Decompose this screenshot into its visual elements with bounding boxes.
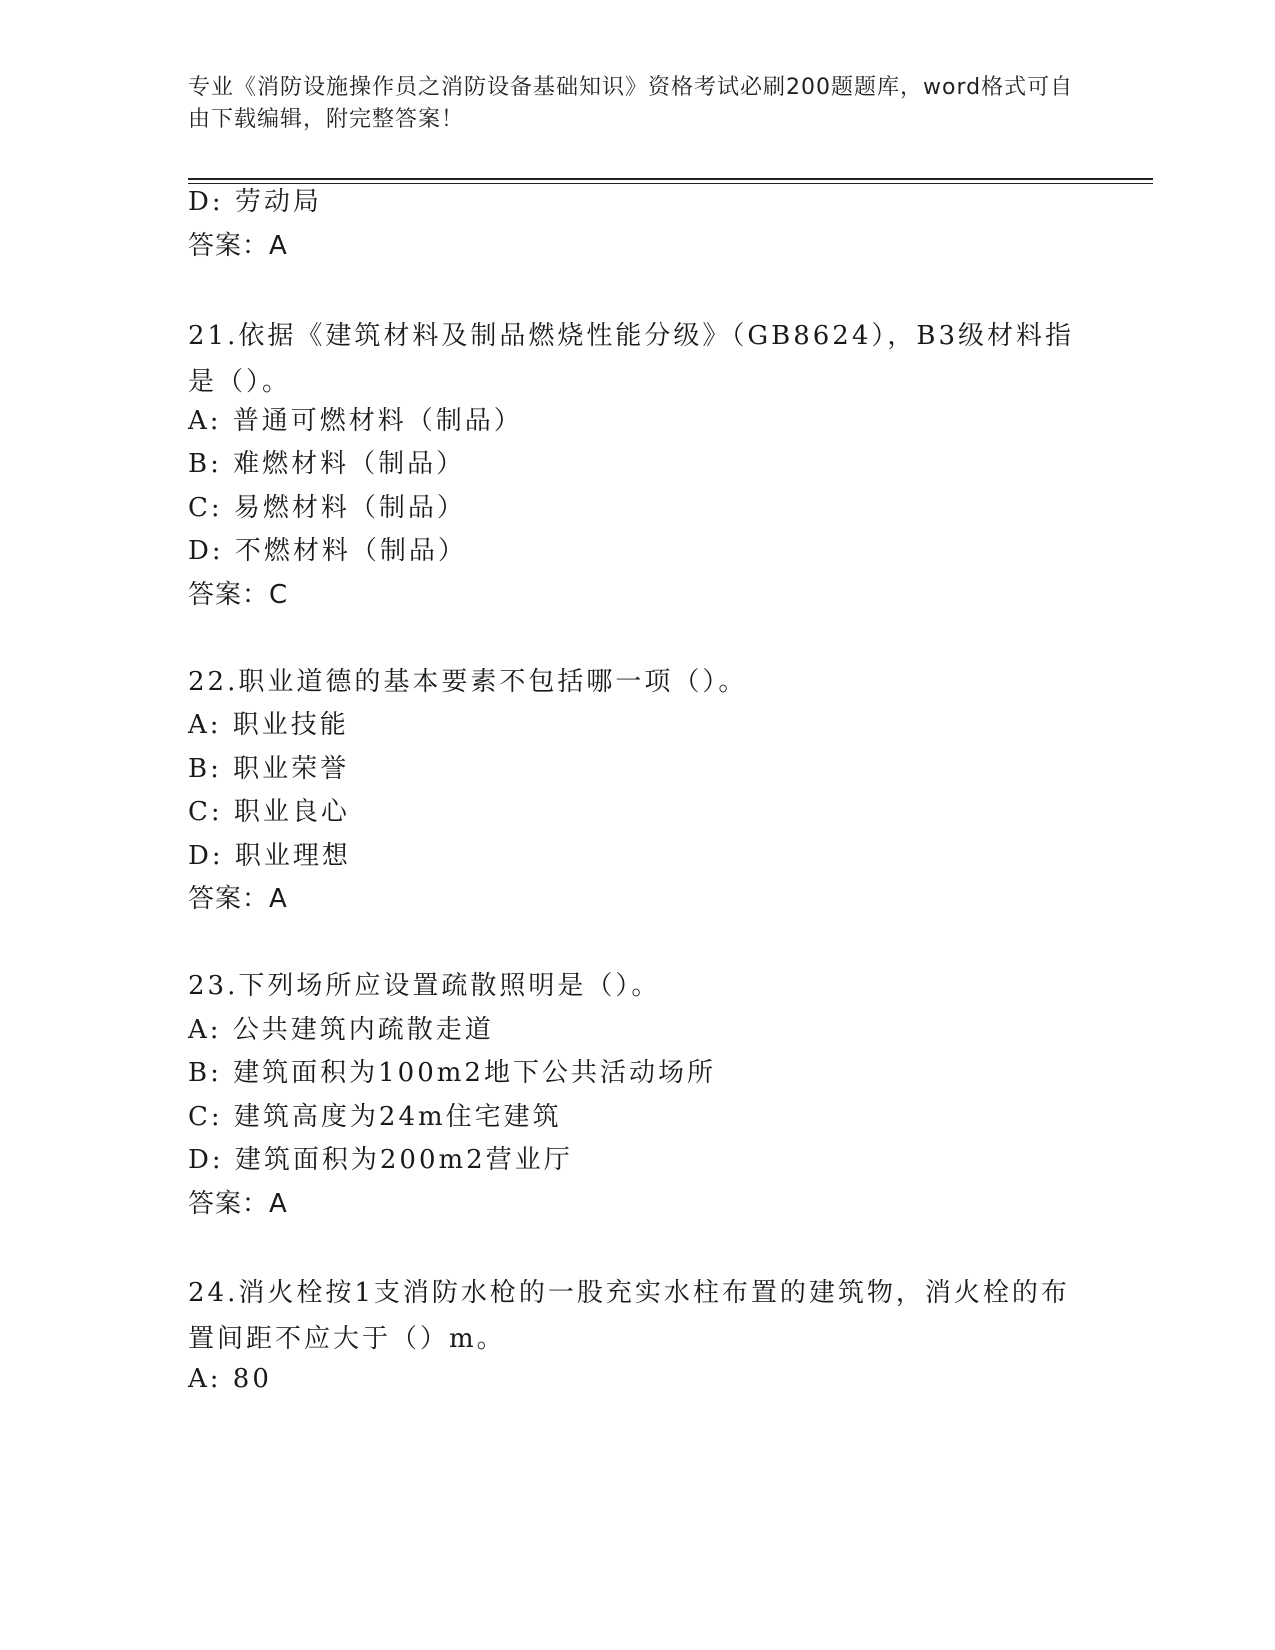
question-22-option-d: D: 职业理想 — [188, 841, 351, 871]
question-23-stem: 23.下列场所应设置疏散照明是（）。 — [188, 971, 661, 1001]
option-d: D: 劳动局 — [188, 187, 322, 217]
header-divider-thin — [188, 183, 1153, 184]
question-21-option-b: B: 难燃材料（制品） — [188, 449, 466, 479]
question-22-option-b: B: 职业荣誉 — [188, 754, 350, 784]
question-21-option-d: D: 不燃材料（制品） — [188, 536, 467, 566]
question-24-option-a: A: 80 — [188, 1364, 272, 1394]
question-24-stem: 24.消火栓按1支消防水枪的一股充实水柱布置的建筑物，消火栓的布置间距不应大于（）m。 — [188, 1278, 1070, 1354]
question-22-stem: 22.职业道德的基本要素不包括哪一项（）。 — [188, 667, 748, 697]
question-23-option-a: A: 公共建筑内疏散走道 — [188, 1015, 494, 1045]
question-22-answer: 答案：A — [188, 884, 288, 914]
question-23-option-d: D: 建筑面积为200m2营业厅 — [188, 1145, 573, 1175]
question-23-option-b: B: 建筑面积为100m2地下公共活动场所 — [188, 1058, 716, 1088]
question-23-answer: 答案：A — [188, 1189, 288, 1219]
question-23-option-c: C: 建筑高度为24m住宅建筑 — [188, 1102, 562, 1132]
question-21-answer: 答案：C — [188, 580, 289, 610]
answer-line: 答案：A — [188, 231, 288, 261]
document-header: 专业《消防设施操作员之消防设备基础知识》资格考试必刷200题题库，word格式可自由下载编辑，附完整答案！ — [188, 75, 1074, 132]
question-21-option-a: A: 普通可燃材料（制品） — [188, 406, 523, 436]
question-21-option-c: C: 易燃材料（制品） — [188, 493, 466, 523]
question-22-option-a: A: 职业技能 — [188, 710, 349, 740]
header-divider — [188, 178, 1153, 180]
question-21-stem: 21.依据《建筑材料及制品燃烧性能分级》（GB8624），B3级材料指是（）。 — [188, 321, 1075, 397]
question-22-option-c: C: 职业良心 — [188, 797, 350, 827]
